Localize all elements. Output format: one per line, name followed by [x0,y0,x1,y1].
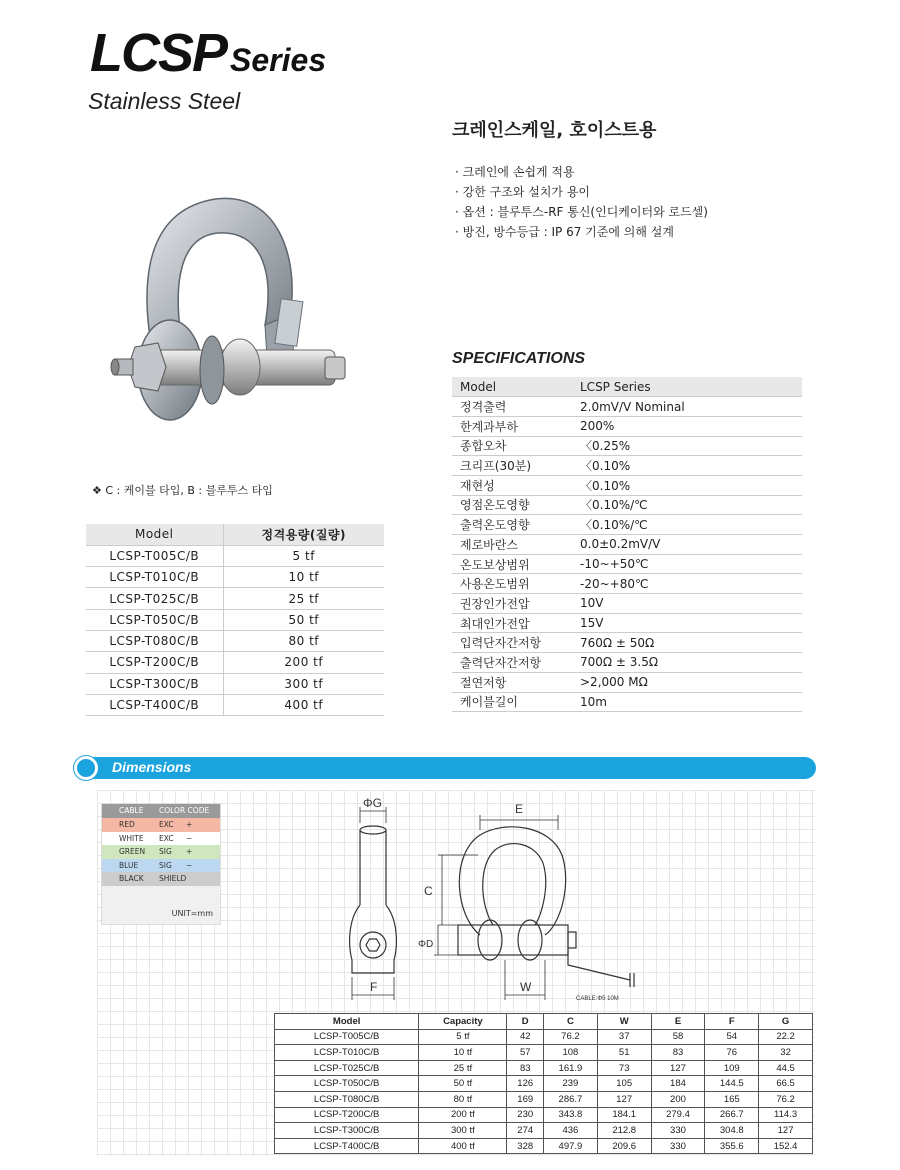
dimensions-header-row [275,1014,813,1030]
dimensions-cell: LCSP-T050C/B [275,1076,419,1092]
section-bullet-icon [74,756,98,780]
dimensions-cell: 5 tf [419,1029,507,1045]
spec-row [452,436,802,456]
dimensions-cell: 274 [507,1123,544,1139]
capacity-row [86,609,384,630]
dimensions-cell: 497.9 [544,1138,598,1154]
dimensions-cell: 76.2 [759,1091,813,1107]
spec-row [452,633,802,653]
color-code-cable: GREEN [119,847,146,856]
spec-value: 700Ω ± 3.5Ω [572,653,802,673]
dimensions-cell: 57 [507,1045,544,1061]
label-cable: CABLE:Φ5 10M [576,996,619,1002]
dimensions-cell: 330 [651,1123,705,1139]
spec-row [452,397,802,417]
unit-note: UNIT=mm [171,909,213,918]
capacity-value: 80 tf [223,630,384,651]
dimensions-cell: 44.5 [759,1060,813,1076]
spec-row [452,515,802,535]
spec-label: 사용온도범위 [452,574,572,594]
dimensions-cell: 239 [544,1076,598,1092]
dimensions-table [274,1013,813,1154]
specifications-table [452,377,802,712]
color-code-row [102,832,220,846]
dimensions-row [275,1091,813,1107]
dimensions-cell: 58 [651,1029,705,1045]
capacity-row [86,567,384,588]
dimensions-cell: 400 tf [419,1138,507,1154]
dimensions-row [275,1029,813,1045]
label-g: ΦG [363,796,382,810]
dimensions-cell: 25 tf [419,1060,507,1076]
label-f: F [370,980,378,994]
capacity-value: 50 tf [223,609,384,630]
spec-header-row [452,377,802,397]
feature-item: · 방진, 방수등급 : IP 67 기준에 의해 설계 [455,222,708,242]
spec-value: 10V [572,594,802,614]
color-code-header [102,804,220,818]
dimensions-cell: 83 [651,1045,705,1061]
dimensions-cell: 161.9 [544,1060,598,1076]
spec-label: 재현성 [452,475,572,495]
dimensions-cell: 266.7 [705,1107,759,1123]
dimensions-row [275,1123,813,1139]
feature-item: · 옵션 : 블루투스-RF 통신(인디케이터와 로드셀) [455,202,708,222]
dimensions-cell: 108 [544,1045,598,1061]
dimensions-cell: 343.8 [544,1107,598,1123]
title-series: Series [230,42,327,78]
spec-row [452,672,802,692]
spec-value: 0.0±0.2mV/V [572,535,802,555]
intro-heading: 크레인스케일, 호이스트용 [452,120,657,141]
dimensions-cell: 80 tf [419,1091,507,1107]
color-code-sign: + [186,847,193,856]
label-e: E [515,802,524,816]
dimensions-cell: 22.2 [759,1029,813,1045]
spec-row [452,456,802,476]
spec-label: 출력단자간저항 [452,653,572,673]
spec-label: 제로바란스 [452,535,572,555]
capacity-model: LCSP-T005C/B [86,545,223,566]
capacity-header-cell: 정격용량(질량) [223,524,384,545]
spec-row [452,475,802,495]
color-code-sign: + [186,820,193,829]
dimensions-cell: 304.8 [705,1123,759,1139]
dimensions-header-cell: Capacity [419,1014,507,1030]
capacity-value: 5 tf [223,545,384,566]
spec-label: 권장인가전압 [452,594,572,614]
dimensions-header-cell: C [544,1014,598,1030]
spec-row [452,594,802,614]
capacity-row [86,652,384,673]
capacity-model: LCSP-T025C/B [86,588,223,609]
capacity-value: 400 tf [223,694,384,715]
spec-row [452,416,802,436]
dimensions-header-cell: E [651,1014,705,1030]
dimensions-cell: 66.5 [759,1076,813,1092]
dimensions-row [275,1045,813,1061]
dimensions-cell: 32 [759,1045,813,1061]
capacity-value: 25 tf [223,588,384,609]
dimensions-cell: 105 [597,1076,651,1092]
dimensions-cell: 230 [507,1107,544,1123]
color-code-header-code: COLOR CODE [159,806,210,815]
spec-label: 입력단자간저항 [452,633,572,653]
spec-label: 한계과부하 [452,416,572,436]
spec-label: 크리프(30분) [452,456,572,476]
dimensions-row [275,1138,813,1154]
dimensions-cell: 126 [507,1076,544,1092]
color-code-signal: SIG [159,847,172,856]
spec-value: 〈0.10% [572,475,802,495]
spec-value: 200% [572,416,802,436]
spec-row [452,574,802,594]
type-note: ❖ C : 케이블 타입, B : 블루투스 타입 [92,484,273,497]
dimensions-cell: 436 [544,1123,598,1139]
feature-item: · 강한 구조와 설치가 용이 [455,182,708,202]
dimensions-cell: 152.4 [759,1138,813,1154]
spec-row [452,495,802,515]
color-code-cable: BLACK [119,874,144,883]
spec-label: 정격출력 [452,397,572,417]
color-code-row [102,872,220,886]
spec-row [452,613,802,633]
dimensions-row [275,1060,813,1076]
dimensions-cell: LCSP-T010C/B [275,1045,419,1061]
capacity-value: 10 tf [223,567,384,588]
dimensions-cell: 50 tf [419,1076,507,1092]
dimensions-cell: 73 [597,1060,651,1076]
dimensions-cell: 114.3 [759,1107,813,1123]
dimensions-header-cell: G [759,1014,813,1030]
color-code-row [102,845,220,859]
spec-value: 〈0.10%/℃ [572,495,802,515]
color-code-row [102,818,220,832]
dimensions-row [275,1076,813,1092]
capacity-row [86,694,384,715]
color-code-header-cable: CABLE [119,806,144,815]
dimensions-cell: LCSP-T400C/B [275,1138,419,1154]
spec-row [452,535,802,555]
dimensions-cell: 109 [705,1060,759,1076]
dimensions-cell: LCSP-T080C/B [275,1091,419,1107]
dimensions-cell: 51 [597,1045,651,1061]
color-code-cable: BLUE [119,860,139,870]
spec-header-cell: Model [452,377,572,397]
spec-value: -20~+80℃ [572,574,802,594]
color-code-cable: RED [119,820,135,829]
spec-row [452,692,802,712]
spec-label: 절연저항 [452,672,572,692]
dimensions-cell: 279.4 [651,1107,705,1123]
capacity-value: 200 tf [223,652,384,673]
capacity-row [86,545,384,566]
dimensions-cell: 10 tf [419,1045,507,1061]
dimensions-cell: 76.2 [544,1029,598,1045]
dimensions-cell: LCSP-T005C/B [275,1029,419,1045]
color-code-signal: SHIELD [159,874,187,883]
dimensions-cell: 184.1 [597,1107,651,1123]
spec-value: 2.0mV/V Nominal [572,397,802,417]
capacity-model: LCSP-T300C/B [86,673,223,694]
capacity-model: LCSP-T400C/B [86,694,223,715]
spec-label: 케이블길이 [452,692,572,712]
cable-color-code [101,803,221,925]
dimensions-cell: 200 [651,1091,705,1107]
feature-list [455,162,708,242]
spec-header-cell: LCSP Series [572,377,802,397]
spec-value: -10~+50℃ [572,554,802,574]
spec-value: 〈0.10%/℃ [572,515,802,535]
dimensions-cell: 76 [705,1045,759,1061]
title-model: LCSP [90,23,227,83]
capacity-table [86,524,384,716]
label-c: C [424,884,433,898]
dimensions-cell: 328 [507,1138,544,1154]
dimensions-header-cell: W [597,1014,651,1030]
color-code-signal: EXC [159,820,174,829]
dimensions-row [275,1107,813,1123]
dimensions-cell: 169 [507,1091,544,1107]
dimensions-cell: 54 [705,1029,759,1045]
page-subtitle: Stainless Steel [88,88,241,114]
spec-label: 영점온도영향 [452,495,572,515]
capacity-model: LCSP-T080C/B [86,630,223,651]
spec-value: >2,000 MΩ [572,672,802,692]
spec-row [452,554,802,574]
color-code-cable: WHITE [119,833,144,843]
capacity-row [86,630,384,651]
dimensions-cell: 127 [759,1123,813,1139]
specifications-title: SPECIFICATIONS [452,350,586,367]
spec-value: 15V [572,613,802,633]
spec-label: 종합오차 [452,436,572,456]
spec-label: 출력온도영향 [452,515,572,535]
color-code-signal: SIG [159,860,172,870]
dimensions-cell: 200 tf [419,1107,507,1123]
dimension-drawing [330,795,650,1005]
color-code-sign: − [186,833,193,843]
dimensions-section-title: Dimensions [112,759,192,775]
dimensions-cell: 165 [705,1091,759,1107]
color-code-row [102,859,220,873]
dimensions-cell: 144.5 [705,1076,759,1092]
spec-value: 10m [572,692,802,712]
capacity-header-row [86,524,384,545]
capacity-header-cell: Model [86,524,223,545]
dimensions-cell: LCSP-T300C/B [275,1123,419,1139]
label-w: W [520,980,532,994]
color-code-signal: EXC [159,833,174,843]
feature-item: · 크레인에 손쉽게 적용 [455,162,708,182]
dimensions-header-cell: D [507,1014,544,1030]
page-title [90,22,326,84]
dimensions-cell: 42 [507,1029,544,1045]
capacity-row [86,588,384,609]
dimensions-cell: 127 [651,1060,705,1076]
color-code-sign: − [186,860,193,870]
capacity-model: LCSP-T010C/B [86,567,223,588]
spec-value: 760Ω ± 50Ω [572,633,802,653]
product-photo [100,175,350,445]
capacity-model: LCSP-T050C/B [86,609,223,630]
dimensions-cell: 83 [507,1060,544,1076]
capacity-row [86,673,384,694]
capacity-model: LCSP-T200C/B [86,652,223,673]
spec-value: 〈0.25% [572,436,802,456]
dimensions-cell: 37 [597,1029,651,1045]
dimensions-cell: LCSP-T200C/B [275,1107,419,1123]
dimensions-cell: 330 [651,1138,705,1154]
dimensions-cell: 286.7 [544,1091,598,1107]
spec-label: 온도보상범위 [452,554,572,574]
label-d: ΦD [418,939,434,950]
spec-row [452,653,802,673]
spec-label: 최대인가전압 [452,613,572,633]
dimensions-header-cell: Model [275,1014,419,1030]
capacity-value: 300 tf [223,673,384,694]
dimensions-cell: 127 [597,1091,651,1107]
dimensions-cell: 300 tf [419,1123,507,1139]
dimensions-header-cell: F [705,1014,759,1030]
dimensions-cell: LCSP-T025C/B [275,1060,419,1076]
dimensions-cell: 212.8 [597,1123,651,1139]
dimensions-cell: 355.6 [705,1138,759,1154]
spec-value: 〈0.10% [572,456,802,476]
dimensions-cell: 209.6 [597,1138,651,1154]
dimensions-cell: 184 [651,1076,705,1092]
